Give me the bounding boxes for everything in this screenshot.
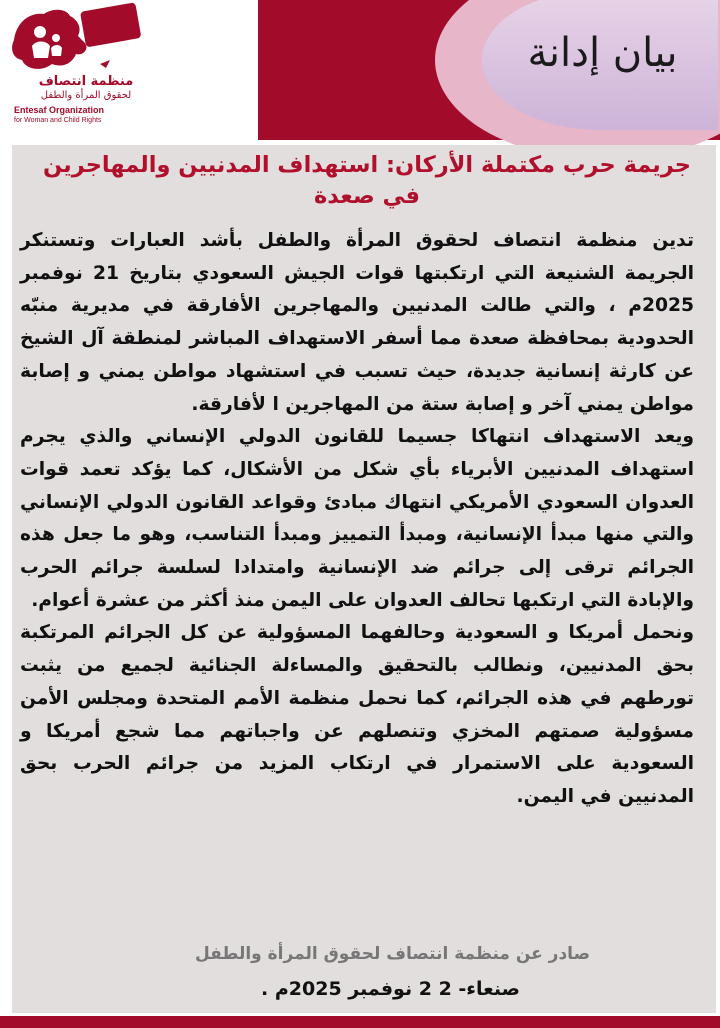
statement-headline: جريمة حرب مكتملة الأركان: استهداف المدنيين والمهاجرين في صعدة	[43, 152, 691, 209]
paragraph-3: ونحمل أمريكا و السعودية وحالفهما المسؤولية عن كل الجرائم المرتكبة بحق المدنيين، ونطالب بالتحقيق والمساءلة الجنائية لجميع من يثبت تورطهم في هذه الجرائم، كما نحمل منظمة الأمم المتحدة ومجلس الأمن مسؤولية صمتهم المخزي وتنصلهم عن واجباتهم مما شجع أمريكا و السعودية على الاستمرار في ارتكاب المزيد من جرائم الحرب بحق المدنيين في اليمن.	[20, 622, 694, 807]
logo-org-name-ar: منظمة انتصاف	[38, 74, 134, 89]
logo-org-subtitle-en: for Woman and Child Rights	[14, 117, 102, 124]
issuer-line: صادر عن منظمة انتصاف لحقوق المرأة والطفل	[194, 944, 590, 964]
paragraph-2: ويعد الاستهداف انتهاكا جسيما للقانون الدولي الإنساني والذي يجرم استهداف المدنيين الأبرياء بأي شكل من الأشكال، كما يؤكد تعمد قوات العدوان السعودي الأمريكي انتهاك مبادئ وقواعد القانون الدولي الإنساني والتي منها مبدأ الإنسانية، ومبدأ التمييز ومبدأ التناسب، وهو ما جعل هذه الجرائم ترقى إلى جرائم ضد الإنسانية وامتدادا لسلسة جرائم الحرب والإبادة التي ارتكبها تحالف العدوان على اليمن منذ أكثر من عشرة أعوام.	[20, 426, 694, 611]
paragraph-1: تدين منظمة انتصاف لحقوق المرأة والطفل بأشد العبارات وتستنكر الجريمة الشنيعة التي ارتكبتها قوات الجيش السعودي بتاريخ 21 نوفمبر 2025م ، والتي طالت المدنيين والمهاجرين الأفارقة في مديرية منبّه الحدودية بمحافظة صعدة مما أسفر الاستهداف المباشر لمنطقة آل الشيخ عن كارثة إنسانية جديدة، حيث تسبب في استشهاد مواطن يمني و إصابة مواطن يمني آخر و إصابة ستة من المهاجرين ا لأفارقة.	[20, 230, 695, 415]
organization-logo	[6, 2, 156, 130]
logo-org-subtitle-ar: لحقوق المرأة والطفل	[40, 90, 132, 101]
header	[0, 0, 720, 145]
date-line: صنعاء- 2 2 نوفمبر 2025م .	[261, 978, 520, 1000]
logo-org-name-en: Entesaf Organization	[14, 105, 105, 115]
page-title: بيان إدانة	[527, 30, 678, 76]
bottom-bar	[0, 1016, 720, 1028]
logo-emblem-icon	[6, 2, 156, 82]
statement-body	[20, 225, 694, 814]
